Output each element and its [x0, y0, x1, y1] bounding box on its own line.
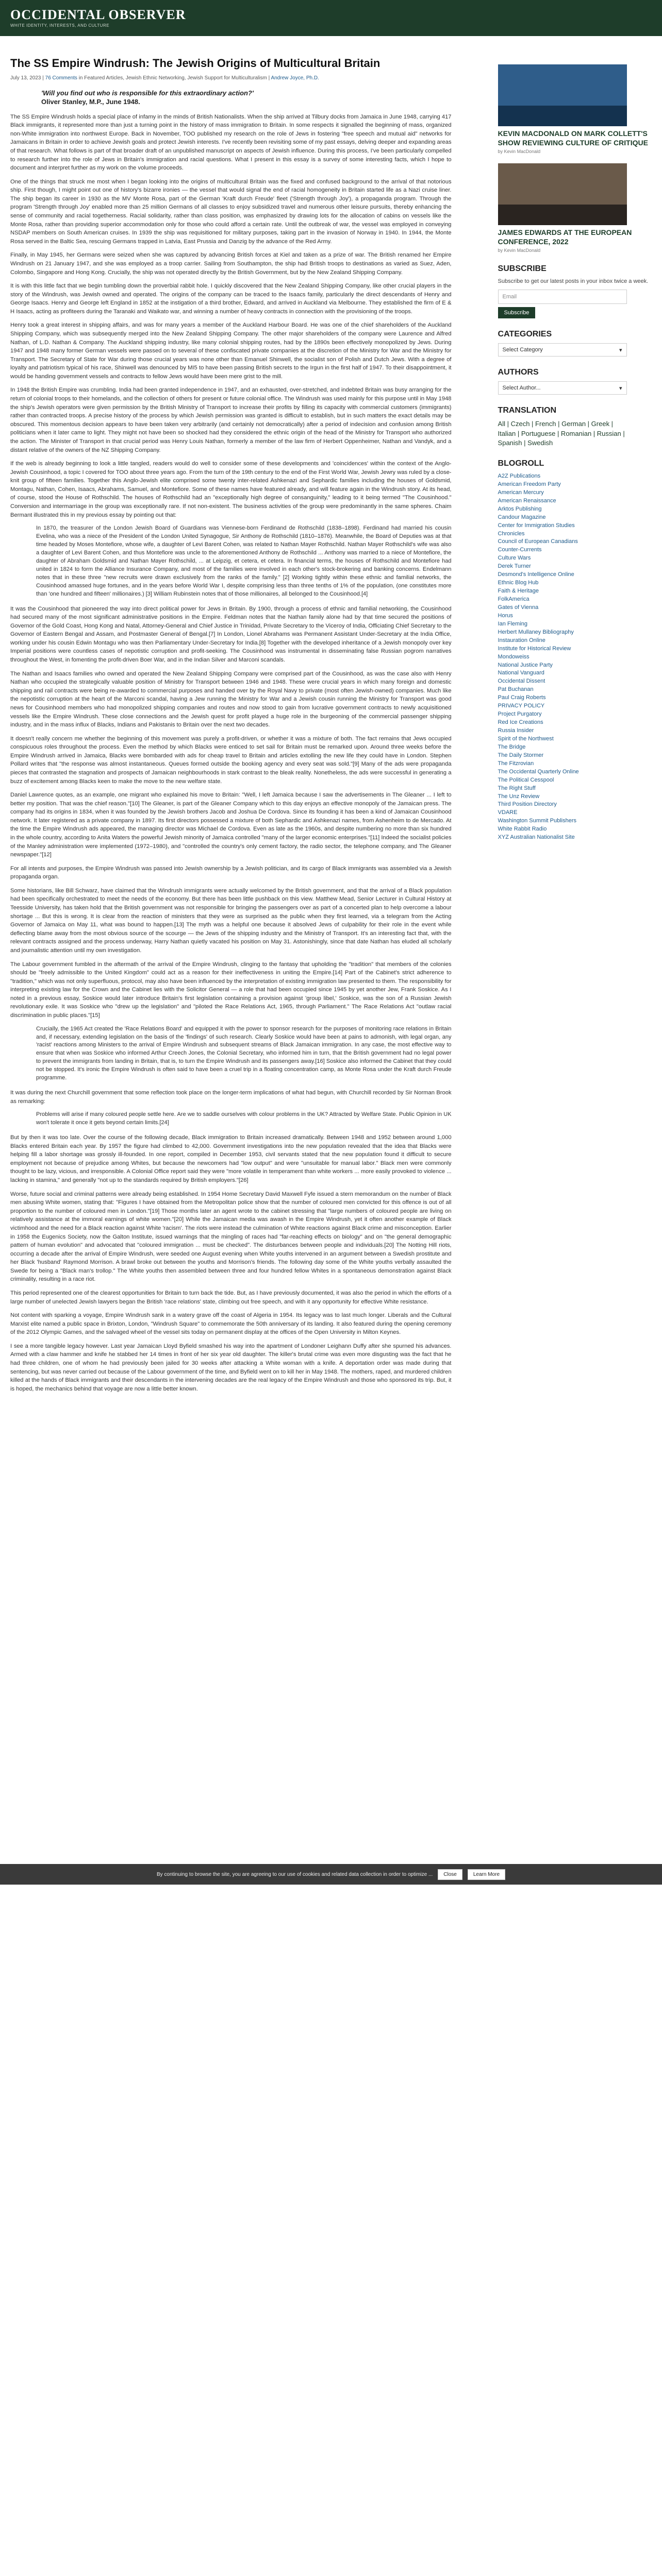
blogroll-link[interactable]: The Right Stuff [498, 785, 536, 791]
site-header [0, 0, 662, 36]
blogroll-link[interactable]: Council of European Canadians [498, 538, 578, 545]
blogroll-link[interactable]: Ian Fleming [498, 620, 528, 627]
article-meta: July 13, 2023 | 76 Comments in Featured Articles, Jewish Ethnic Networking, Jewish Support for Multiculturalism | Andrew Joyce, Ph.D. [10, 75, 319, 81]
blogroll-link[interactable]: Ethnic Blog Hub [498, 580, 539, 586]
article-paragraph: But by then it was too late. Over the course of the following decade, Black immigration to Britain increased dramatically. Between 1948 and 1952 between around 1,000 Blacks entered Britain each year. By 1957 the figure had climbed to 42,000. Government investigations into the new population revealed that the idea that Blacks were helping fill a labor shortage was grossly ill-founded. In one report, compiled in December 1953, civil servants stated that the new population found it difficult to secure employment not because of prejudice among Whites, but because the newcomers had "low output" and were "unsuitable for manual labor." Black men were commonly thought to be lazy, vicious, and irresponsible. A Colonial Office report said they were "more volatile in temperament than white workers ... more easily provoked to violence ... lacking in stamina," and generally "not up to the standards required by British employers."[26] [10, 1134, 452, 1184]
author-link[interactable]: Andrew Joyce, Ph.D. [271, 75, 319, 81]
blogroll-link[interactable]: PRIVACY POLICY [498, 703, 545, 709]
blogroll-link[interactable]: Herbert Mullaney Bibliography [498, 629, 574, 635]
category-select[interactable]: Select Category ▾ [498, 343, 627, 357]
blogroll-link[interactable]: Pat Buchanan [498, 686, 534, 693]
blogroll-link[interactable]: National Vanguard [498, 670, 544, 676]
promo-thumbnail[interactable] [498, 163, 627, 225]
blogroll-link[interactable]: The Fitzrovian [498, 760, 534, 767]
blogroll-link[interactable]: Culture Wars [498, 555, 531, 562]
blogroll-link[interactable]: Center for Immigration Studies [498, 522, 575, 529]
blogroll-link[interactable]: Red Ice Creations [498, 719, 543, 726]
translation-heading: TRANSLATION [498, 406, 557, 415]
blogroll-link[interactable]: Third Position Directory [498, 801, 557, 808]
article-paragraph: The Labour government fumbled in the aftermath of the arrival of the Empire Windrush, clinging to the fantasy that upholding the "tradition" that members of the colonies should be "freely admissible to the United Kingdom" could act as a reason for their ineffectiveness in uniting the Empire.[14] Part of the Cabinet's strict adherence to "tradition," which was not only superfluous, protocol, may also have been influenced by the interpretation of existing immigration law presented to them. The responsibility for interpreting existing law for the Crown and the Cabinet lies with the Solicitor General — a role that had been occupied since 1945 by yet another Jew, Frank Soskice. As I noted in a previous essay, Soskice would later introduce Britain's first legislation containing a provision against 'group libel,' Soskice, was the son of a Russian Jewish revolutionary exile. It was Soskice who "drew up the legislation" and "piloted the Race Relations Act, 1965, through Parliament." The Race Relations Act "outlaw racial discrimination in public places."[15] [10, 961, 452, 1019]
email-field[interactable]: Email [498, 290, 627, 304]
blogroll-link[interactable]: Paul Craig Roberts [498, 694, 546, 701]
article-paragraph: This period represented one of the clearest opportunities for Britain to turn back the tide. But, as I have previously documented, it was also the period in which the efforts of a large number of unelected Jewish lawyers began the British 'race relations' state, climbing out free speech, and with it any opportunity for effective White resistance. [10, 1290, 452, 1305]
blogroll-heading: BLOGROLL [498, 459, 544, 468]
cookie-banner: By continuing to browse the site, you are agreeing to our use of cookies and related data collection in order to optimize ... Close Learn More [0, 1864, 662, 1885]
author-select[interactable]: Select Author... ▾ [498, 381, 627, 395]
categories-heading: CATEGORIES [498, 330, 552, 339]
sidebar: KEVIN MACDONALD ON MARK COLLETT'S SHOW REVIEWING CULTURE OF CRITIQUE by Kevin MacDonald JAMES EDWARDS AT THE EUROPEAN CONFERENCE, 2022 by Kevin MacDonald SUBSCRIBE Subscribe to get our latest posts in your inbox twice a week. Email Subscribe CATEGORIES Select Category ▾ AUTHORS Select Author... ▾ TRANSLATION All | Czech | French | German | Greek | Italian | Portuguese | Romanian | Russian | Spanish | Swedish BLOGROLL A2Z Publications American Freedom Party American Mercury American Renaissance Arktos Publishing Candour Magazine Center for Immigration Studies Chronicles Council of European Canadians Counter-Currents Culture Wars Derek Turner Desmond's Intelligence Online Ethnic Blog Hub Faith & Heritage FolkAmerica Gates of Vienna Horus Ian Fleming Herbert Mullaney Bibliography Instauration Online Institute for Historical Review Mondoweiss National Justice Party National Vanguard Occidental Dissent Pat Buchanan Paul Craig Roberts PRIVACY POLICY Project Purgatory Red Ice Creations Russia Insider Spirit of the Northwest The Bridge The Daily Stormer The Fitzrovian The Occidental Quarterly Online The Political Cesspool The Right Stuff The Unz Review Third Position Directory VDARE Washington Summit Publishers White Rabbit Radio XYZ Australian Nationalist Site [472, 36, 652, 1398]
article-paragraph: It was during the next Churchill government that some reflection took place on the longer-term implications of what had begun, with Churchill recorded by Sir Norman Brook as remarking: [10, 1090, 452, 1105]
site-logo[interactable]: OCCIDENTAL OBSERVER WHITE IDENTITY, INTERESTS, AND CULTURE [10, 7, 186, 28]
comments-link[interactable]: 76 Comments [45, 75, 77, 81]
blogroll-link[interactable]: Desmond's Intelligence Online [498, 571, 574, 578]
article-paragraph: One of the things that struck me most when I began looking into the origins of multicultural Britain was the fixed and confused background to the arrival of that notorious ship. First though, I might point out one of history's bizarre ironies — the vessel that would signal the end of racial homogeneity in Britain started life as a Nazi cruise liner. The ship began its career in 1930 as the MV Monte Rosa, part of the German 'Kraft durch Freude' fleet ('Strength through Joy'), a propaganda program. Through the program 'Strength through Joy' enabled more than 25 million Germans of all classes to enjoy subsidized travel and numerous other leisure pursuits, thereby enhancing the sense of community and racial togetherness. Racial solidarity, rather than class position, was emphasized by drawing lots for the allocation of cabins on vessels like the Monte Rosa, rather than providing superior accommodation only for those who could afford a certain rate. Until the outbreak of war, the vessel was employed in conveying NSDAP members on South American cruises. In 1939 the ship was requisitioned for military purposes, taking part in the invasion of Norway in 1940. In 1944, the Monte Rosa served in the Baltic Sea, rescuing Germans trapped in Latvia, East Prussia and Danzig by the advance of the Red Army. [10, 178, 452, 245]
article-paragraph: It is with this little fact that we begin tumbling down the proverbial rabbit hole. I quickly discovered that the New Zealand Shipping Company, like other crucial players in the story of the Windrush, was Jewish owned and operated. The origins of the company can be traced to the Isaacs family, particularly the direct descendants of Henry and George Isaacs. Henry and George left England in 1852 at the instigation of a third brother, Edward, and arrived in Auckland via Melbourne. They established the firm of E & H Isaacs, acting as profiteers during the Taranaki and Waikato war, and winning a number of heavy contracts in connection with the provisioning of the troops. [10, 283, 452, 315]
blogroll-link[interactable]: A2Z Publications [498, 472, 541, 479]
article-paragraph: Daniel Lawrence quotes, as an example, one migrant who explained his move to Britain: "Well, I left Jamaica because I saw the advertisements in The Gleaner ... I left to better my position. That was the chief reason."[10] The Gleaner, is part of the Gleaner Company which to this day enjoys an effective monopoly of the Jamaican press. The company had its origins in 1834, when it was founded by the Jewish brothers Jacob and Joshua De Cordova. Since its founding it has been a kind of Jamaican Cousinhood network. It later registered as a private company in 1897. Its first directors possessed a mixture of both Sephardic and Ashkenazi names, from Ashenheim to de Mercado. At the time the Empire Windrush ads appeared, the managing director was Michael de Cordova. Even as late as the 1960s, and despite numbering no more than six hundred in the whole country, according to Anita Waters the powerful Jewish minority of Jamaica controlled "many of the larger economic enterprises."[11] Indeed the socialist policies of the Manley administration were implemented (1972–1980), and "controlled the country's only cement factory, the radio sector, the telephone company, and The Gleaner newspaper."[12] [10, 792, 452, 858]
article-paragraph: In 1948 the British Empire was crumbling. India had been granted independence in 1947, and an exhausted, over-stretched, and indebted Britain was busy arranging for the return of colonial troops to their homelands, and the collection of others for present or future colonial office. The Windrush was used mainly for this purpose until in May 1948 the ship's Jewish operators were given permission by the British Ministry of Transport to increase their profits by filling its capacity with commercial customers (immigrants) rather than contracted troops. A precise history of the process by which Jewish permission was granted is difficult to establish, but in such matters the exact details may be obscured. This momentous decision appears to have been taken very arbitrarily (and certainly not democratically) after a period of indecision and confusion among British politicians when it later came to light. They might not have been so shocked had they considered the ethnic origin of the head of the Ministry for Transport who authorized the action. The Minister of Transport in that crucial period was Henry Louis Nathan, formerly a member of the law firm of Herbert Oppenheimer, Nathan and Vandyk, and a distant relative of the owners of the NZ Shipping Company. [10, 387, 452, 453]
article-paragraph: I see a more tangible legacy however. Last year Jamaican Lloyd Byfield smashed his way into the apartment of Londoner Leighann Duffy after she spurned his advances. Armed with a claw hammer and knife he stabbed her 14 times in front of her six year old daughter. The killer's brutal crime was even more disgusting was the fact that he had three children, one of whom he had previously been jailed for 30 weeks after attacking a White woman with a knife. A deportation order was made during that sentencing, but was never carried out because of the Labour government of the time, and Byfield went on to kill her in May 1948. The mothers, raped, and murdered children killed at the hands of Black immigrants and their descendants in the intervening decades are the real legacy of the Empire Windrush and those who sponsored its trip. But, it is hoped, the mechanics behind that voyage are now a little better known. [10, 1343, 452, 1392]
article-paragraph: If the web is already beginning to look a little tangled, readers would do well to consider some of these developments and 'coincidences' within the context of the Anglo-Jewish Cousinhood, a topic I covered for TOO about three years ago. From the turn of the 19th century to the end of the First World War, Jewish Jewry was ruled by a close-knit group of fifteen families. Together this Anglo-Jewish elite comprised some twenty inter-related Ashkenazi and Sephardic families including the houses of Goldsmid, Montagu, Nathan, Cohen, Isaacs, Abrahams, Samuel, and Montefiore. Some of these names have featured already, and will feature again in the Windrush story. At its head, of course, stood the House of Rothschild. The houses of Rothschild had an "exceptionally high degree of consanguinity," leading to it being termed "The Cousinhood." Conversion and intermarriage in the group was exceptionally rare. If not non-existent. The business activities of the group were predominantly in the same spheres. Chaim Bermant illustrated this in my previous essay by pointing out that: [10, 461, 452, 518]
epigraph-source: Oliver Stanley, M.P., June 1948. [41, 97, 140, 106]
blogroll-link[interactable]: Mondoweiss [498, 653, 529, 660]
blogroll-link[interactable]: American Mercury [498, 489, 544, 496]
blogroll-link[interactable]: Gates of Vienna [498, 604, 539, 611]
blogroll-link[interactable]: The Unz Review [498, 793, 540, 800]
article-paragraph: The SS Empire Windrush holds a special place of infamy in the minds of British Nationalists. When the ship arrived at Tilbury docks from Jamaica in June 1948, carrying 417 Black immigrants, it represented more than just a turning point in the history of mass immigration to Britain. In some respects it signalled the beginning of mass, organized non-White immigration into northwest Europe. Back in November, TOO published my research on the role of Jews in fostering "free speech and mutual aid" networks for Jamaicans in Britain in order to achieve Jewish goals and protect Jewish interests. I've recently been revisiting some of my past essays, delving deeper and expanding areas of that research. What follows is part of that broader draft of an unpublished manuscript on aspects of Jewish influence. During this process, I've been particularly compelled to research further into the role of Jews in Britain's immigration and racial questions. What I present in this essay is a survey of some interesting facts, which I hope to document and interpret further as my work on the volume proceeds. [10, 113, 452, 172]
blogroll-link[interactable]: National Justice Party [498, 662, 553, 668]
promo-video-2[interactable]: JAMES EDWARDS AT THE EUROPEAN CONFERENCE, 2022 by Kevin MacDonald [498, 163, 652, 253]
article-paragraph: For all intents and purposes, the Empire Windrush was passed into Jewish ownership by a Jewish politician, and its cargo of Black immigrants was assembled via a Jewish propaganda organ. [10, 865, 452, 880]
blogroll-list [498, 472, 652, 842]
blogroll-link[interactable]: FolkAmerica [498, 596, 529, 603]
blogroll-link[interactable]: Chronicles [498, 530, 525, 537]
article [10, 36, 472, 1398]
blogroll-link[interactable]: Candour Magazine [498, 514, 546, 520]
translation-links[interactable]: All | Czech | French | German | Greek | Italian | Portuguese | Romanian | Russian | Spanish | Swedish [498, 420, 625, 447]
blogroll-link[interactable]: The Daily Stormer [498, 752, 544, 758]
blogroll-link[interactable]: The Bridge [498, 743, 526, 750]
blogroll-link[interactable]: Spirit of the Northwest [498, 735, 554, 742]
blogroll-link[interactable]: Occidental Dissent [498, 678, 545, 685]
article-paragraph: Not content with sparking a voyage, Empire Windrush sank in a watery grave off the coast of Algeria in 1954. Its legacy was to last much longer. Liberals and the Cultural Marxist elite named a public space in Brixton, London, "Windrush Square" to commemorate the 50th anniversary of its landing. It also featured during the opening ceremony of the 2012 Olympic Games, and the salvaged wheel of the vessel sits today on permanent display at the offices of the Open University in Milton Keynes. [10, 1312, 452, 1336]
blogroll-link[interactable]: Russia Insider [498, 727, 534, 734]
blockquote: Crucially, the 1965 Act created the 'Race Relations Board' and equipped it with the power to sponsor research for the purposes of monitoring race relations in Britain and, if necessary, extending legislation on the basis of the 'findings' of such research. Clearly Soskice would have been at pains to admonish, with legal organ, any 'racist' reactions among Ministers to the arrival of Empire Windrush and subsequent streams of Black Jamaican immigration. In any case, the most effective way to ensure that when was Soskice who informed Arthur Creech Jones, the Colonial Secretary, who informed him in turn, that the British government had no legal power to prevent the immigrants from landing in Britain, that is, to turn the Empire Windrush and its passengers away.[16] Soskice also informed the Cabinet that they could not be stopped. It's ironic the Empire Windrush is often said to have been a cruel trip in a floating concentration camp, as Monte Rosa under the Kraft durch Freude programme. [36, 1025, 452, 1081]
blogroll-link[interactable]: American Freedom Party [498, 481, 561, 487]
chevron-down-icon: ▾ [619, 385, 622, 392]
blogroll-link[interactable]: Arktos Publishing [498, 505, 542, 512]
blogroll-link[interactable]: Faith & Heritage [498, 588, 539, 595]
blogroll-link[interactable]: Horus [498, 612, 513, 619]
blogroll-link[interactable]: Counter-Currents [498, 547, 542, 553]
promo-video-1[interactable]: KEVIN MACDONALD ON MARK COLLETT'S SHOW REVIEWING CULTURE OF CRITIQUE by Kevin MacDonald [498, 64, 652, 154]
blogroll-link[interactable]: Washington Summit Publishers [498, 818, 576, 824]
blogroll-link[interactable]: American Renaissance [498, 497, 556, 504]
article-paragraph: Worse, future social and criminal patterns were already being established. In 1954 Home Secretary David Maxwell Fyfe issued a stern memorandum on the number of Black men abusing White women, stating that: "Figures I have obtained from the Metropolitan police show that the number of coloured men convicted for this offence is out of all proportion to the number of coloured men in London."[19] Those months later an agent wrote to the cabinet stressing that "large numbers of coloured people are living on relatively assistance at the immoral earnings of white women."[20] While the Jamaican media was awash in the Empire Windrush, yet it often another example of Black victimhood and the need for a Black reaction against White 'racism'. The riots were instead the culmination of White reactions against Black crime and misconception. Earlier in 1958 the Eugenics Society, now the Galton Institute, issued warnings that the mingling of races had "far-reaching effects on biology" and on "the general demographic pattern of human evolution" and advocated that "coloured immigration ... must be checked". The disturbances between people and individuals.[20] The Notting Hill riots, occurring a decade after the arrival of Empire Windrush, were seeded one August evening when White youths intervened in an argument between a Swedish prostitute and her Black 'husband' Raymond Morrison. A brawl broke out between the youths and Morrison's friends. The following day some of the White youths verbally assaulted the Swede for being a "Black man's trollop." The White youths then assembled between three and four hundred fellow Whites in a spontaneous demonstration against Black criminality, resulting in a race riot. [10, 1191, 452, 1283]
article-paragraph: Some historians, like Bill Schwarz, have claimed that the Windrush immigrants were actually welcomed by the British government, and that the arrival of a Black population had been specifically orchestrated to meet the needs of the economy. But there has been little pushback on this view. Matthew Mead, Senior Lecturer in Cultural History at Teesside University, has taken hold that the British government was not responsible for bringing the passengers over as part of a concerted plan to help overcome a labour shortage ... But this is wrong. It is clear from the reaction of ministers that they were as surprised as the public when they first learned, via a telegram from the Acting Governor of Jamaica on May 11, what was bound to happen.[13] The myth was a helpful one because it absolved Jews of culpability for their role in the event while deflecting blame away from the most obvious source of the scourge — the Jews of the shipping industry and the Ministry of Transport. It's an interesting fact that, with the relevant contracts assigned and the process underway, Harry Nathan quietly vacated his position on May 31. Astonishingly, since that date Nathan has eluded all scholarly and journalistic attention until my own investigation. [10, 887, 452, 954]
article-title: The SS Empire Windrush: The Jewish Origins of Multicultural Britain [10, 57, 380, 70]
epigraph: 'Will you find out who is responsible for this extraordinary action?' [41, 89, 254, 97]
article-paragraph: Finally, in May 1945, her Germans were seized when she was captured by advancing British forces at Kiel and taken as a prize of war. The British renamed her Empire Windrush on 21 January 1947, and she was employed as a troop carrier. Sailing from Southampton, the ship had British troops to destinations as varied as Suez, Aden, Colombo, Singapore and Hong Kong. Crucially, the ship was not operated directly by the British Government, but by the New Zealand Shipping Company. [10, 252, 452, 276]
article-paragraph: It was the Cousinhood that pioneered the way into direct political power for Jews in Britain. By 1900, through a process of ethnic and familial networking, the Cousinhood had secured many of the most significant administrative positions in the Empire. Feldman notes that the Nathan family alone had by that time secured the positions of Governor of the Gold Coast, Hong Kong and Natal, Attorney-General and Chief Justice in Trinidad, Private Secretary to the Viceroy of India, Officiating Chief Secretary to the Governor of Eastern Bengal and Assam, and Postmaster General of Bengal.[7] In London, Lionel Abrahams was Permanent Assistant Under-Secretary at the India Office, working under his cousin Edwin Montagu who was then Parliamentary Under-Secretary for India.[8] Together with the developed inheritance of a Jewish monopoly over key Imperial positions were countless cases of nepotistic corruption and profit-seeking. The Cousinhood was instrumental in disseminating false Russian pogrom narratives throughout the West, in fomenting the profit-driven Boer War, and in the Indian Silver and Marconi scandals. [10, 605, 452, 664]
subscribe-button[interactable]: Subscribe [498, 307, 536, 318]
article-paragraph: The Nathan and Isaacs families who owned and operated the New Zealand Shipping Company were comprised part of the Cousinhood, as was the case also with Henry Nathan who occupied the strategically valuable position of Ministry for Transport between 1946 and 1948. These were crucial years in which many foreign and domestic shipping and rail contracts were being re-awarded to commercial purposes and handed over by the Royal Navy to private (most often Jewish-owned) companies. Much like the nepotistic corruption at the heart of the Marconi scandal, having a Jew running the Ministry for War and a Jewish cousin running the Ministry for Transport was good news for Cousinhood members who had monopolized shipping companies and routes and now stood to gain from lucrative government contracts to newly acquisitioned vessels like the Empire Windrush. These close connections and the Jewish quest for profit played a huge role in the burgeoning of the commercial passenger shipping industry, and in the mass influx of Blacks, Indians and Pakistanis to Britain over the next two decades. [10, 670, 452, 728]
chevron-down-icon: ▾ [619, 347, 622, 353]
blogroll-link[interactable]: Derek Turner [498, 563, 531, 570]
blogroll-link[interactable]: The Occidental Quarterly Online [498, 768, 579, 775]
blogroll-link[interactable]: Instauration Online [498, 637, 545, 643]
article-paragraph: Henry took a great interest in shipping affairs, and was for many years a member of the Auckland Harbour Board. He was one of the chief shareholders of the Auckland Shipping Company, which was subsequently merged into the New Zealand Shipping Company. The other major shareholders of the company were Laurence and Alfred Nathan, of L.D. Nathan & Company. The Auckland shipping industry, like many colonial shipping routes, had by the 1890s been effectively monopolized by Jews. During 1947 and 1948 many former German vessels were passed on to several of these confiscated private companies at the discretion of the Ministry for War and the Ministry for Transport. The Secretary of State for War during those crucial years was none other than Emanuel Shinwell, the socialist son of Polish and Dutch Jews. With a degree of loyalty and patriotism typical of his race, Shinwell was denounced by MI5 to have been passing British secrets to the Irgun in the first half of 1947. To their disappointment, it would be handing government vessels and contracts to fellow Jews would have been mere grist to the mill. [10, 322, 452, 380]
article-paragraph: It doesn't really concern me whether the beginning of this movement was purely a profit-driven, or whether it was a mixture of both. The fact remains that Jews occupied conspicuous roles throughout the process. Even the method by which Blacks were enticed to set sail for Britain must be remarked upon. Around three weeks before the Empire Windrush arrived in Jamaica, Blacks were bombarded with ads for cheap travel to Britain and articles extolling the new life they could have in London. Stephen Pollard writes that "the response was almost instantaneous. Queues formed outside the booking agency and every seat was sold."[9] Many of the ads were propaganda pieces that contrasted the stagnation and prospects of Jamaican neighbourhoods in stark contrast to the bleak reality. Nonetheless, the ads were successful in generating a buzz of excitement among Blacks keen to make the move to the new welfare state. [10, 735, 452, 785]
cookie-close-button[interactable]: Close [438, 1869, 462, 1880]
blogroll-link[interactable]: VDARE [498, 809, 518, 816]
blogroll-link[interactable]: Institute for Historical Review [498, 645, 571, 652]
cookie-learn-more-button[interactable]: Learn More [468, 1869, 505, 1880]
blogroll-link[interactable]: XYZ Australian Nationalist Site [498, 834, 575, 841]
authors-heading: AUTHORS [498, 368, 539, 377]
promo-thumbnail[interactable] [498, 64, 627, 126]
blogroll-link[interactable]: Project Purgatory [498, 711, 542, 718]
blockquote: In 1870, the treasurer of the London Jewish Board of Guardians was Viennese-born Ferdinand de Rothschild (1838–1898). Ferdinand had married his cousin Evelina, who was a niece of the President of the London United Synagogue, Sir Anthony de Rothschild (1810–1876). Meanwhile, the Board of Deputies was at that time headed by Moses Montefiore, whose wife, a daughter of Levi Barent Cohen, was related to Nathan Mayer Rothschild. Nathan Mayer Rothschild's wife was also a daughter of Levi Barent Cohen, and thus Montefiore was uncle to the aforementioned Anthony de Rothschild ... Anthony was married to a niece of Montefiore, the daughter of Abraham Goldsmid and Nathan Mayer Rothschild, ... at Leipzig, et cetera, et cetera. In financial terms, the houses of Rothschild and Montefiore had united in 1824 to form the Alliance Insurance Company, and most of the families were involved in each other's stock-brokering and banking concerns. Endelmann notes that in these three "new recruits were drawn exclusively from the ranks of the family." [2] Working tightly within these ethnic and familial networks, the Cousinhood amassed huge fortunes, and in the years before World War I, despite comprising less than three tenths of 1% of the population, (one constitutes more than 'one hundred and fifteen' millionaires.) [3] William Rubinstein notes that of those millionaires, all belonged to the Cousinhood.[4] [36, 525, 452, 597]
subscribe-heading: SUBSCRIBE [498, 264, 547, 273]
blockquote: Problems will arise if many coloured people settle here. Are we to saddle ourselves with colour problems in the UK? Attracted by Welfare State. Public Opinion in UK won't tolerate it once it gets beyond certain limits.[24] [36, 1111, 452, 1126]
blogroll-link[interactable]: The Political Cesspool [498, 776, 554, 783]
blogroll-link[interactable]: White Rabbit Radio [498, 826, 547, 833]
